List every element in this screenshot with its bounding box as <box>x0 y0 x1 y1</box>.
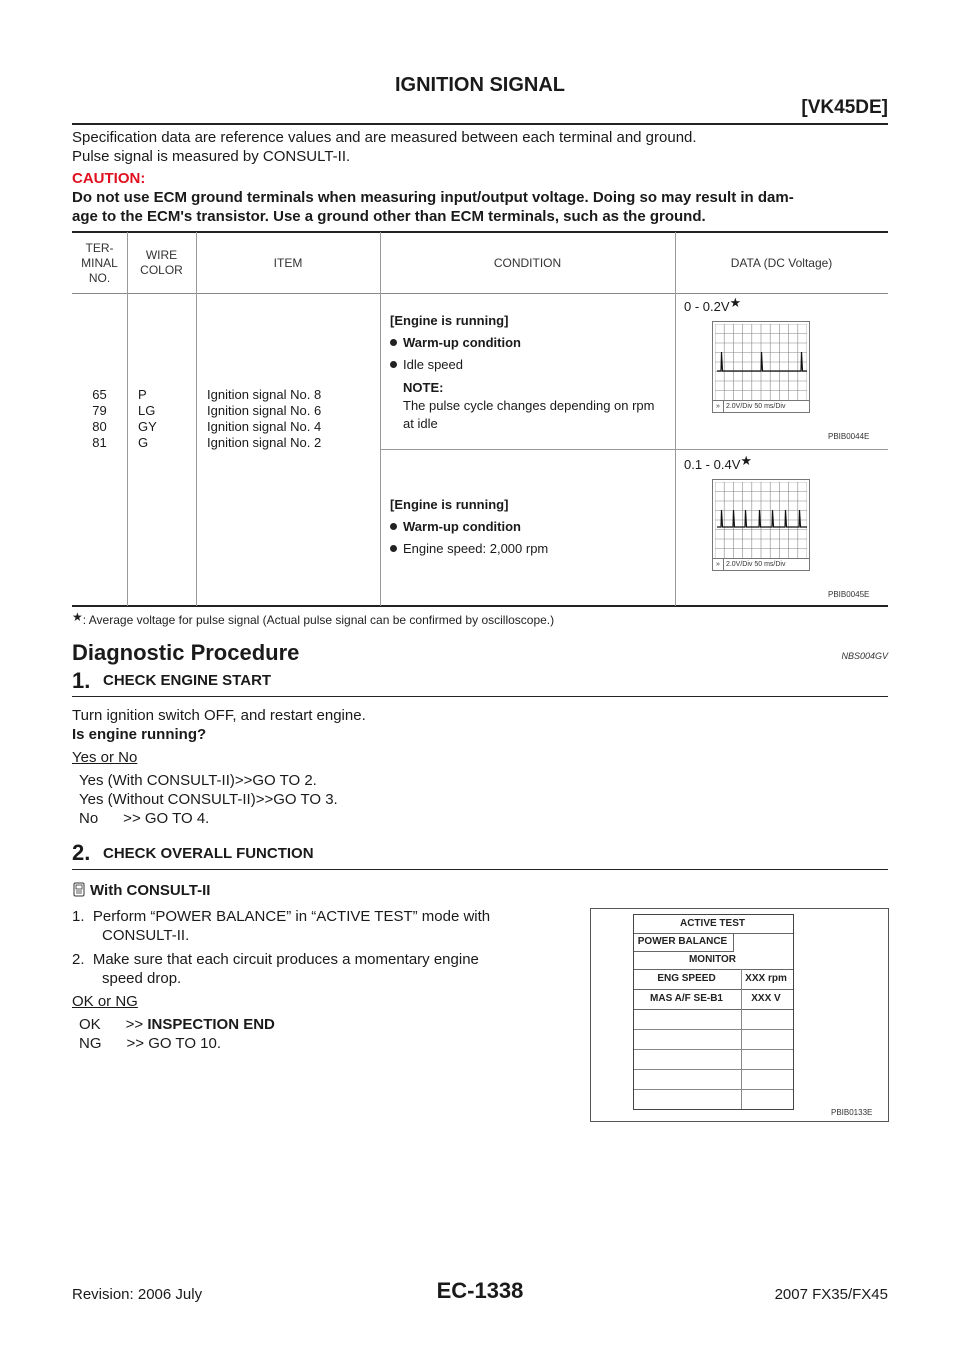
header-item: ITEM <box>273 256 303 270</box>
data-value: 0.1 - 0.4V <box>684 457 741 472</box>
condition-bullet: Engine speed: 2,000 rpm <box>403 541 549 556</box>
step-1-results <box>79 771 338 828</box>
table-header-rule <box>72 293 888 294</box>
scope-scale: » 2.0V/Div 50 ms/Div <box>713 400 809 412</box>
maf-label: MAS A/F SE-B1 <box>650 993 723 1004</box>
intro-line-2: Pulse signal is measured by CONSULT-II. <box>72 148 351 165</box>
caution-heading: CAUTION: <box>72 170 146 187</box>
bullet-icon <box>390 545 397 552</box>
step-1-result-label: Yes or No <box>72 749 138 766</box>
figure-id-3: PBIB0133E <box>831 1108 873 1117</box>
wire-color: G <box>138 435 149 450</box>
scope-scale: » 2.0V/Div 50 ms/Div <box>713 558 809 570</box>
star-icon: ★ <box>740 453 753 468</box>
active-test-label: ACTIVE TEST <box>679 918 745 929</box>
table-top-rule <box>72 231 888 233</box>
header-data: DATA (DC Voltage) <box>730 256 833 270</box>
header-condition: CONDITION <box>493 256 562 270</box>
item-line: 1. Perform “POWER BALANCE” in “ACTIVE TEST” mode with <box>72 908 491 925</box>
terminal-no: 65 <box>92 387 107 402</box>
eng-speed-label: ENG SPEED <box>657 973 716 984</box>
eng-speed-value: XXX rpm <box>745 973 787 984</box>
table-footnote <box>72 610 555 627</box>
scope-scale-text: 2.0V/Div 50 ms/Div <box>725 561 786 568</box>
caution-line-1: Do not use ECM ground terminals when measuring input/output voltage. Doing so may result in dam- <box>72 189 794 206</box>
note-line: The pulse cycle changes depending on rpm <box>403 398 655 413</box>
step-1-question: Is engine running? <box>72 726 207 743</box>
data-value: 0 - 0.2V <box>684 299 730 314</box>
header-wire-color <box>127 248 196 278</box>
row2-data <box>684 453 753 473</box>
header-rule <box>72 123 888 125</box>
monitor-label: MONITOR <box>688 954 737 965</box>
waveform-grid <box>715 482 807 558</box>
terminal-no: 80 <box>92 419 107 434</box>
step-2-ok <box>79 1015 275 1034</box>
condition-bullet: Idle speed <box>403 357 463 372</box>
result-line: No >> GO TO 4. <box>79 810 210 827</box>
table-row-divider <box>380 449 888 450</box>
consult-tool-icon <box>72 882 86 897</box>
step-2-item-1 <box>72 907 580 926</box>
power-balance-label: POWER BALANCE <box>637 936 728 947</box>
star-icon: ★ <box>729 295 742 310</box>
terminal-list <box>72 387 127 451</box>
header-terminal <box>72 241 127 286</box>
step-1-text: Turn ignition switch OFF, and restart engine. <box>72 707 366 724</box>
table-col-line <box>675 232 676 606</box>
intro-line-1: Specification data are reference values and are measured between each terminal and ground. <box>72 129 697 146</box>
figure-id-1: PBIB0044E <box>828 432 870 441</box>
engine-model: [VK45DE] <box>801 97 888 118</box>
step-1-number: 1. <box>72 668 91 693</box>
header-terminal-line: MINAL <box>81 256 118 270</box>
table-col-line <box>127 232 128 606</box>
wire-color: LG <box>138 403 156 418</box>
row1-condition <box>390 310 655 433</box>
table-col-line <box>380 232 381 606</box>
result-line: Yes (With CONSULT-II)>>GO TO 2. <box>79 772 317 789</box>
maf-value: XXX V <box>751 993 781 1004</box>
step-2-ng: NG >> GO TO 10. <box>79 1035 222 1052</box>
condition-bullet: Warm-up condition <box>403 335 521 350</box>
terminal-no: 81 <box>92 435 107 450</box>
bullet-icon <box>390 339 397 346</box>
note-line: at idle <box>403 416 438 431</box>
diagnostic-heading: Diagnostic Procedure <box>72 640 300 665</box>
waveform-grid <box>715 324 807 400</box>
header-terminal-line: TER- <box>85 241 114 255</box>
result-line: Yes (Without CONSULT-II)>>GO TO 3. <box>79 791 338 808</box>
oscilloscope-waveform-1 <box>712 321 810 413</box>
ok-action: INSPECTION END <box>147 1016 275 1033</box>
row1-data <box>684 295 742 315</box>
footnote-text: : Average voltage for pulse signal (Actual pulse signal can be confirmed by oscilloscope.) <box>82 613 555 627</box>
bullet-icon <box>390 523 397 530</box>
step-1-rule <box>72 696 888 697</box>
vehicle-model: 2007 FX35/FX45 <box>774 1286 888 1303</box>
step-2-item-1b: CONSULT-II. <box>102 927 190 944</box>
with-consult <box>72 881 210 900</box>
step-2-number: 2. <box>72 840 91 865</box>
step-2-item-2b: speed drop. <box>102 970 182 987</box>
with-consult-text: With CONSULT-II <box>90 882 211 899</box>
bullet-icon <box>390 361 397 368</box>
step-2-result-label: OK or NG <box>72 993 138 1010</box>
header-terminal-line: NO. <box>88 271 111 285</box>
wire-color: GY <box>138 419 157 434</box>
condition-title: [Engine is running] <box>390 497 509 512</box>
caution-line-2: age to the ECM's transistor. Use a ground other than ECM terminals, such as the ground. <box>72 208 706 225</box>
ok-prefix: OK >> <box>79 1016 148 1033</box>
step-2-item-2: 2. Make sure that each circuit produces a momentary engine <box>72 951 479 968</box>
item-name: Ignition signal No. 8 <box>207 387 322 402</box>
step-1-title: CHECK ENGINE START <box>103 672 272 689</box>
page-title: IGNITION SIGNAL <box>395 74 565 96</box>
condition-title: [Engine is running] <box>390 313 509 328</box>
item-name: Ignition signal No. 6 <box>207 403 322 418</box>
note-heading: NOTE: <box>403 380 444 395</box>
oscilloscope-waveform-2 <box>712 479 810 571</box>
scope-scale-text: 2.0V/Div 50 ms/Div <box>725 403 786 410</box>
revision: Revision: 2006 July <box>72 1286 203 1303</box>
item-name: Ignition signal No. 2 <box>207 435 322 450</box>
terminal-no: 79 <box>92 403 107 418</box>
header-wire-line: WIRE <box>145 248 178 262</box>
wire-color: P <box>138 387 147 402</box>
section-code: NBS004GV <box>841 651 888 661</box>
item-list <box>207 387 321 451</box>
condition-bullet: Warm-up condition <box>403 519 521 534</box>
figure-id-2: PBIB0045E <box>828 590 870 599</box>
header-wire-line: COLOR <box>140 263 183 277</box>
table-col-line <box>196 232 197 606</box>
star-icon: ★ <box>72 610 83 624</box>
row2-condition <box>390 494 548 560</box>
wire-color-list <box>138 387 157 451</box>
item-name: Ignition signal No. 4 <box>207 419 322 434</box>
page-number: EC-1338 <box>436 1278 524 1303</box>
step-2-rule <box>72 869 888 870</box>
table-bottom-rule <box>72 605 888 607</box>
step-2-title: CHECK OVERALL FUNCTION <box>103 845 314 862</box>
